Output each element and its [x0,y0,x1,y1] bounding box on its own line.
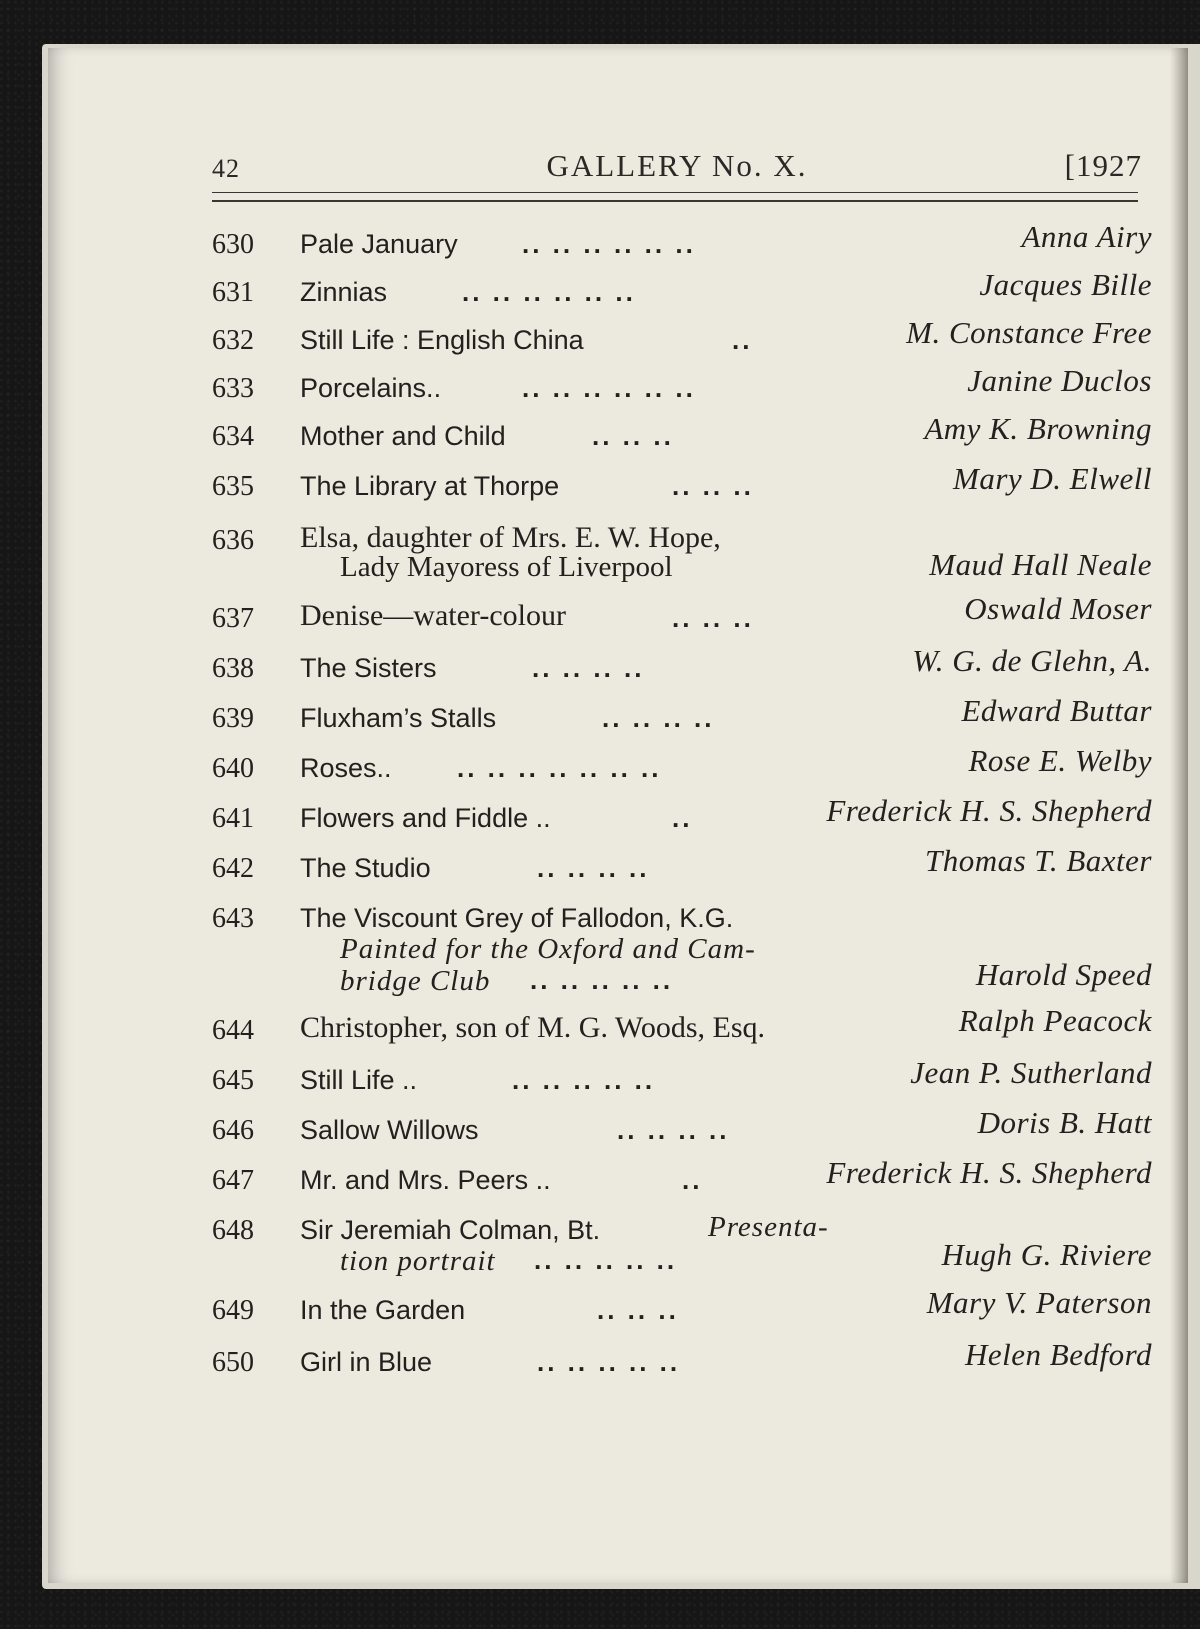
list-item [212,589,1152,639]
leader-dots: .. .. .. [597,1295,679,1325]
entry-number: 648 [212,1215,254,1246]
leader-dots: .. .. .. .. .. .. [522,373,696,403]
entry-artist: W. G. de Glehn, A. [912,643,1152,678]
entry-number: 634 [212,421,254,452]
entry-number: 643 [212,903,254,934]
entry-number: 637 [212,603,254,634]
entry-number: 636 [212,525,254,556]
entry-number: 635 [212,471,254,502]
header-rule-thin [212,192,1138,193]
leader-dots: .. [732,325,753,355]
list-item [212,1333,1152,1383]
list-item [212,263,1152,311]
entry-artist: Rose E. Welby [968,743,1152,778]
leader-dots: .. [672,803,693,833]
entry-artist: Oswald Moser [964,591,1152,626]
header-rule-thick [212,200,1138,202]
entry-number: 633 [212,373,254,404]
entry-title: Mother and Child [300,421,506,451]
gallery-title: GALLERY No. X. [546,148,808,183]
entry-title: The Viscount Grey of Fallodon, K.G. [300,903,734,933]
entry-artist: Thomas T. Baxter [924,843,1152,878]
list-item [212,1151,1152,1201]
leader-dots: .. .. .. .. .. [534,1245,678,1275]
entry-artist: Jean P. Sutherland [910,1055,1152,1090]
entry-number: 649 [212,1295,254,1326]
entry-title: Pale January [300,229,458,259]
list-item [212,359,1152,407]
entry-number: 638 [212,653,254,684]
entry-title: Porcelains.. [300,373,442,403]
entry-artist: Anna Airy [1021,219,1152,254]
list-item [212,509,1152,589]
entry-note-continued: tion portrait [340,1245,496,1277]
list-item [212,1281,1152,1333]
entry-title: Girl in Blue [300,1347,433,1377]
entry-artist: Jacques Bille [979,267,1152,302]
entry-artist: Doris B. Hatt [977,1105,1152,1140]
leader-dots: .. .. .. .. [537,853,650,883]
leader-dots: .. .. .. .. [602,703,715,733]
entry-artist: Helen Bedford [965,1337,1152,1372]
entry-artist: Harold Speed [975,957,1152,992]
entry-title-continued: Lady Mayoress of Liverpool [340,551,673,583]
entry-title: Flowers and Fiddle .. [300,803,551,833]
entry-number: 641 [212,803,254,834]
entry-artist: Mary D. Elwell [953,461,1152,496]
catalogue-list [212,215,1152,1383]
entry-artist: Janine Duclos [967,363,1152,398]
entry-number: 650 [212,1347,254,1378]
entry-artist: Frederick H. S. Shepherd [826,1155,1152,1190]
entry-artist: M. Constance Free [906,315,1152,350]
entry-artist: Maud Hall Neale [929,547,1152,582]
entry-title: Elsa, daughter of Mrs. E. W. Hope, [300,521,721,554]
entry-title: Mr. and Mrs. Peers .. [300,1165,551,1195]
entry-title: Sir Jeremiah Colman, Bt. [300,1215,601,1245]
leader-dots: .. .. .. .. .. [512,1065,656,1095]
entry-title: The Studio [300,853,431,883]
leader-dots: .. .. .. .. .. .. [522,229,696,259]
entry-title: Denise—water-colour [300,599,566,632]
leader-dots: .. .. .. .. .. [530,965,674,995]
entry-title: Zinnias [300,277,388,307]
leader-dots: .. .. .. .. [532,653,645,683]
entry-number: 642 [212,853,254,884]
leader-dots: .. .. .. .. .. .. [462,277,636,307]
entry-number: 647 [212,1165,254,1196]
list-item [212,311,1152,359]
list-item [212,789,1152,839]
list-item [212,407,1152,457]
entry-title: The Library at Thorpe [300,471,560,501]
leader-dots: .. .. .. .. [617,1115,730,1145]
page-number: 42 [212,154,240,183]
entry-number: 644 [212,1015,254,1046]
list-item [212,1101,1152,1151]
entry-title: Still Life : English China [300,325,584,355]
entry-number: 645 [212,1065,254,1096]
entry-number: 630 [212,229,254,260]
entry-artist: Mary V. Paterson [926,1285,1152,1320]
entry-number: 632 [212,325,254,356]
list-item [212,689,1152,739]
leader-dots: .. .. .. .. .. .. .. [457,753,662,783]
list-item [212,1001,1152,1051]
entry-title: In the Garden [300,1295,466,1325]
entry-title: Still Life .. [300,1065,418,1095]
entry-title: Fluxham’s Stalls [300,703,497,733]
year-marker: [1927 [1064,148,1142,183]
list-item [212,215,1152,263]
entry-title: Roses.. [300,753,392,783]
leader-dots: .. .. .. [672,603,754,633]
list-item [212,1051,1152,1101]
entry-artist: Frederick H. S. Shepherd [826,793,1152,828]
entry-number: 640 [212,753,254,784]
entry-title: Christopher, son of M. G. Woods, Esq. [300,1011,765,1044]
leader-dots: .. .. .. [592,421,674,451]
entry-number: 646 [212,1115,254,1146]
list-item [212,889,1152,1001]
leader-dots: .. [682,1165,703,1195]
entry-number: 631 [212,277,254,308]
list-item [212,457,1152,509]
entry-artist: Hugh G. Riviere [941,1237,1152,1272]
entry-number: 639 [212,703,254,734]
leader-dots: .. .. .. .. .. [537,1347,681,1377]
leader-dots: .. .. .. [672,471,754,501]
entry-title: Sallow Willows [300,1115,479,1145]
entry-note-continued: bridge Club [340,965,491,997]
entry-note: Presenta- [708,1211,829,1243]
entry-artist: Amy K. Browning [924,411,1152,446]
list-item [212,1201,1152,1281]
entry-note: Painted for the Oxford and Cam- [340,933,756,965]
list-item [212,839,1152,889]
page-header [212,148,1142,188]
entry-artist: Edward Buttar [961,693,1152,728]
entry-artist: Ralph Peacock [958,1003,1152,1038]
list-item [212,739,1152,789]
entry-title: The Sisters [300,653,437,683]
list-item [212,639,1152,689]
